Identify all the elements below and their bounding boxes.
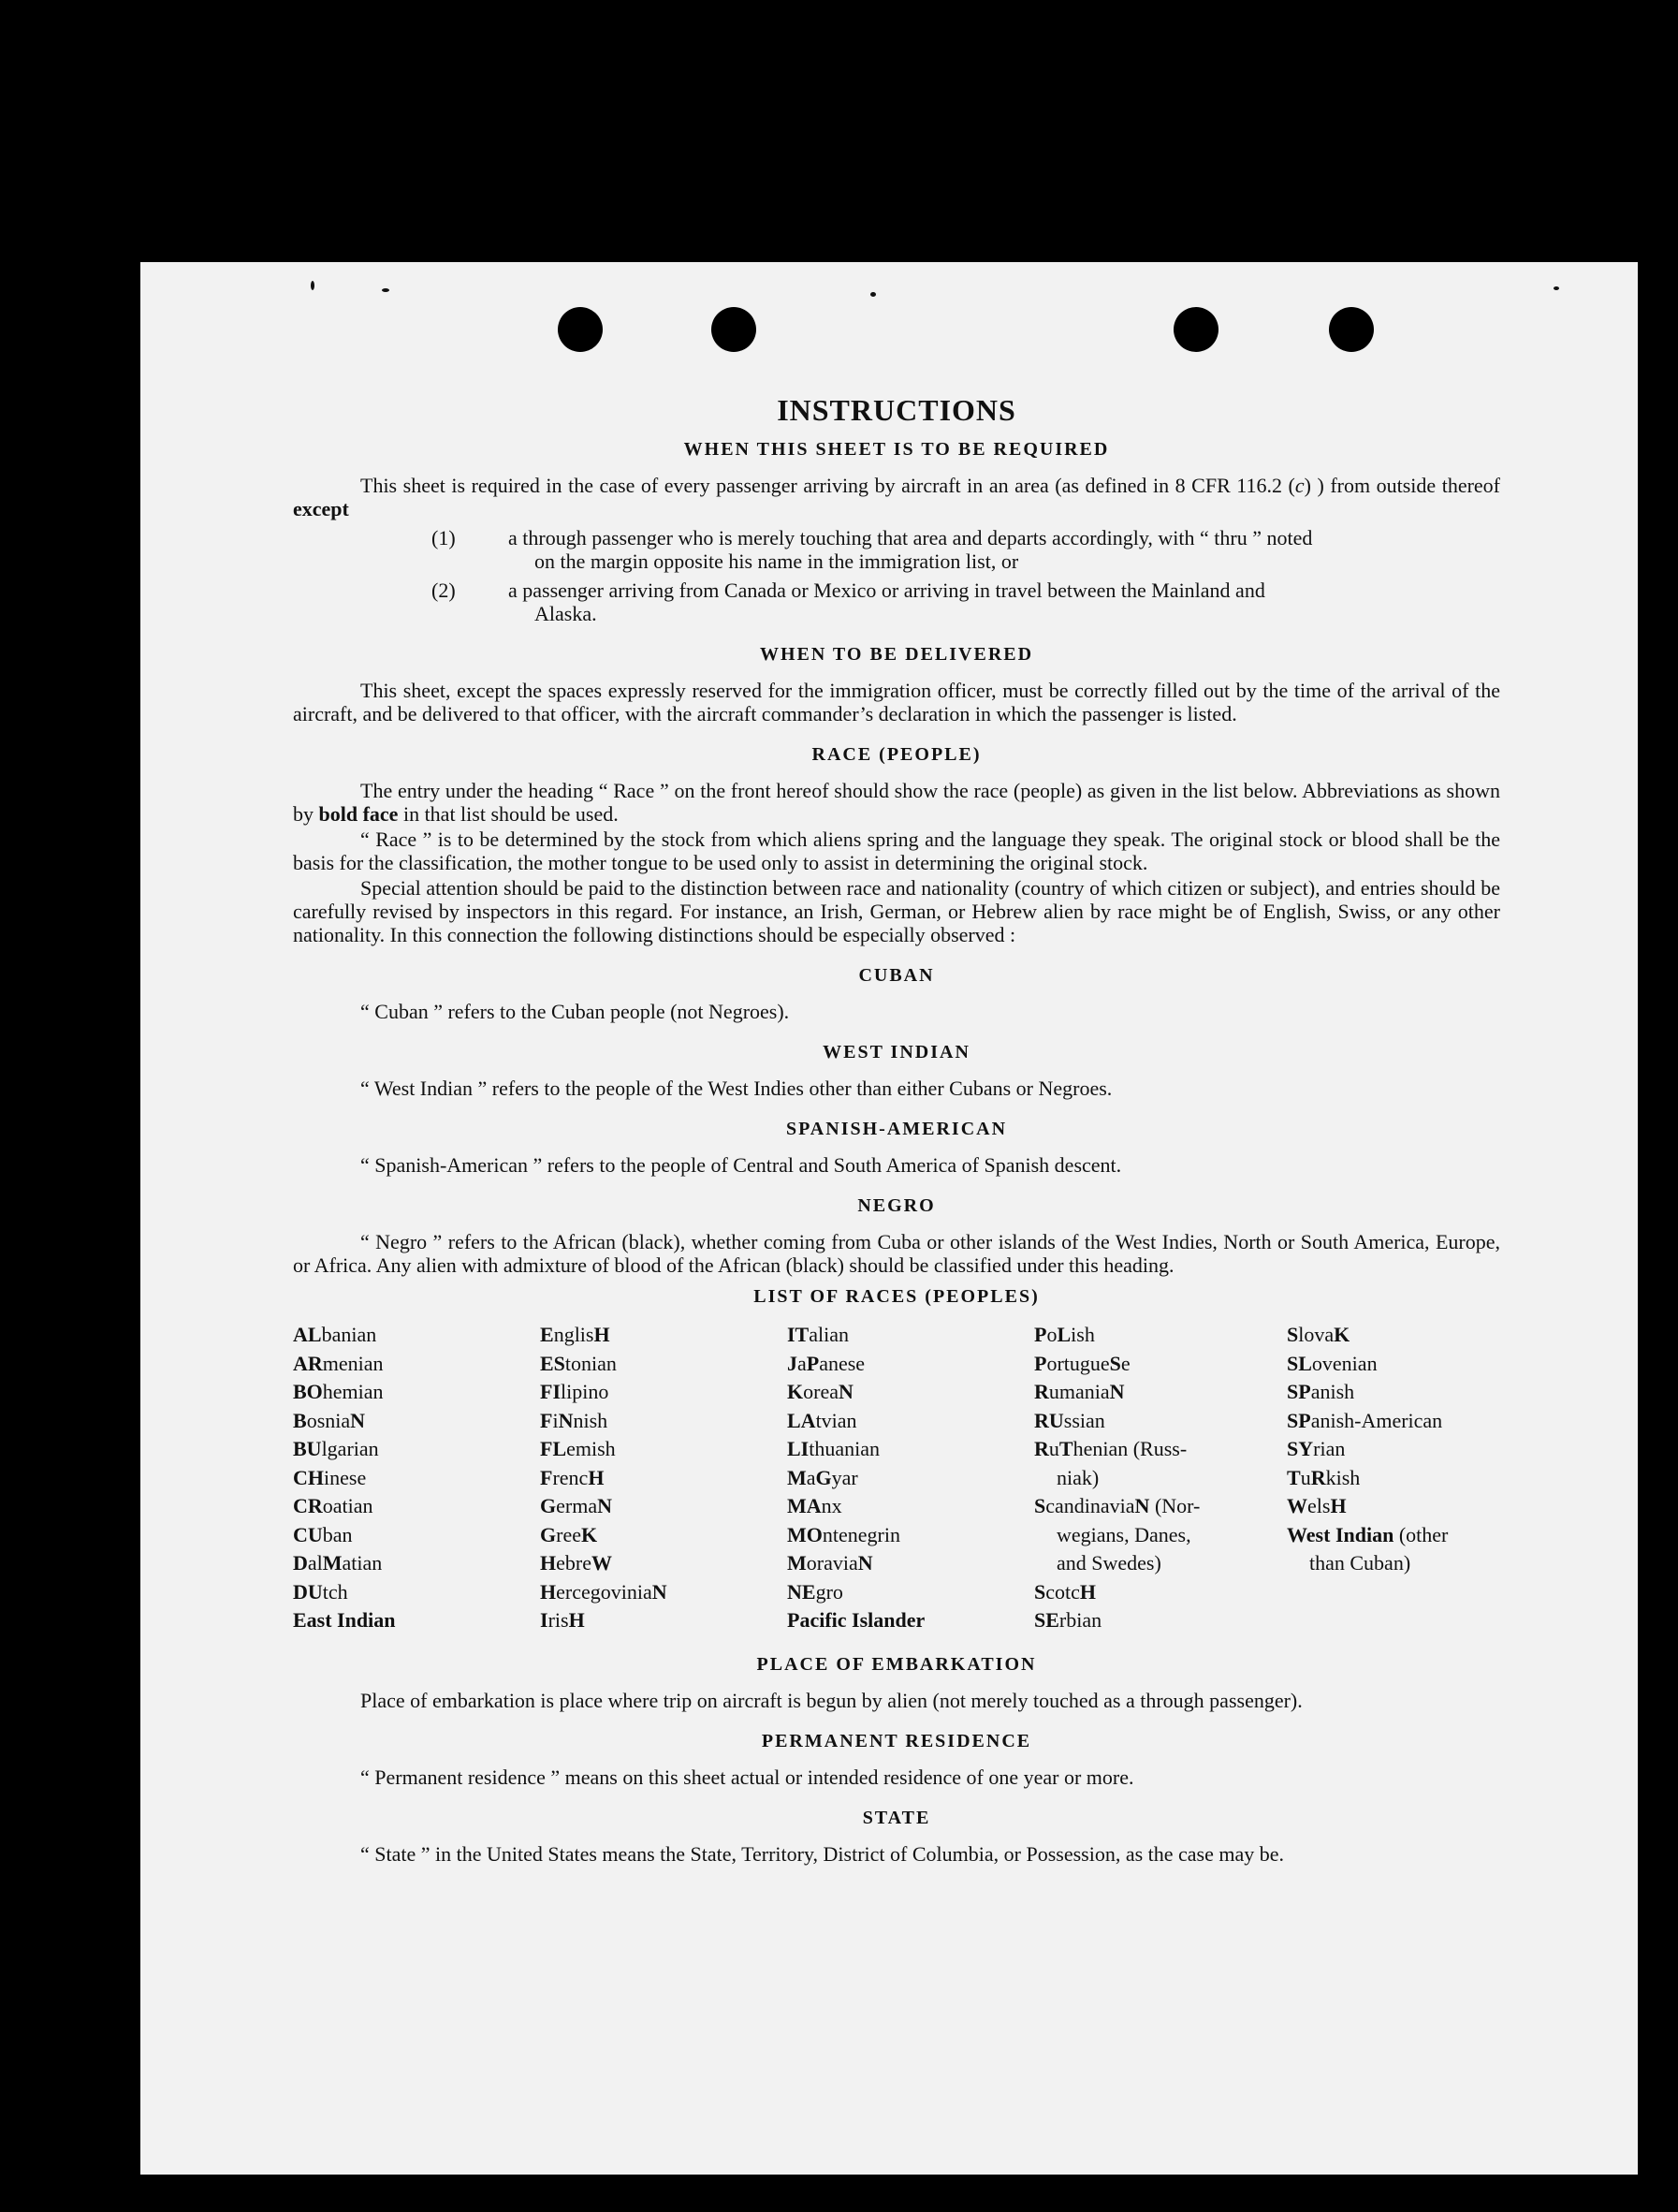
race-entry: MoraviaN (787, 1551, 873, 1575)
race-entry: SlovaK (1287, 1323, 1350, 1346)
embarkation-text: Place of embarkation is place where trip on aircraft is begun by alien (not merely touched as a through passenger). (360, 1688, 1303, 1712)
race-entry: RUssian (1034, 1408, 1105, 1432)
race-entry: MAnx (787, 1494, 842, 1517)
race-entry: CUban (293, 1522, 353, 1546)
race-entry: SPanish-American (1287, 1408, 1443, 1432)
race-entry: EStonian (540, 1351, 617, 1375)
section-heading-list-of-races: LIST OF RACES (PEOPLES) (753, 1286, 1040, 1307)
section-heading-state: STATE (862, 1807, 931, 1828)
exception-item-1 (293, 526, 1500, 573)
races-column (540, 1321, 787, 1635)
race-entry: wegians, Danes, (1057, 1522, 1191, 1546)
state-text: “ State ” in the United States means the State, Territory, District of Columbia, or Possession, as the case may be. (360, 1841, 1285, 1866)
item-number: (1) (431, 526, 456, 549)
document-page (140, 262, 1638, 2175)
race-entry: GreeK (540, 1522, 598, 1546)
race-entry: ScotcH (1034, 1579, 1097, 1604)
race-entry: MaGyar (787, 1465, 858, 1489)
race-entry: NEgro (787, 1579, 843, 1604)
section-heading-when-required: WHEN THIS SHEET IS TO BE REQUIRED (683, 439, 1110, 460)
race-entry: CHinese (293, 1465, 367, 1489)
race-entry: DUtch (293, 1579, 348, 1604)
item-text-cont: Alaska. (534, 602, 597, 625)
races-table (293, 1321, 1500, 1635)
item-number: (2) (431, 579, 456, 602)
race-entry: FiNnish (540, 1408, 608, 1432)
race-entry: BUlgarian (293, 1437, 379, 1460)
races-column (1287, 1321, 1511, 1635)
race-entry: Pacific Islander (787, 1608, 926, 1632)
race-entry: SYrian (1287, 1437, 1346, 1460)
speck (870, 292, 876, 297)
race-entry: than Cuban) (1309, 1551, 1411, 1575)
cuban-text: “ Cuban ” refers to the Cuban people (not Negroes). (360, 1000, 790, 1023)
punch-hole (1329, 307, 1374, 352)
race-entry: East Indian (293, 1608, 396, 1632)
punch-hole (1174, 307, 1218, 352)
race-entry: CRoatian (293, 1494, 373, 1517)
instructions-content (293, 393, 1500, 1868)
item-text: a through passenger who is merely touching that area and departs accordingly, with “ thru ” noted (508, 526, 1313, 549)
races-column (787, 1321, 1034, 1635)
race-entry: BosniaN (293, 1408, 366, 1432)
races-column (1034, 1321, 1287, 1635)
spanish-american-text: “ Spanish-American ” refers to the people of Central and South America of Spanish descent. (360, 1153, 1122, 1177)
race-entry: WelsH (1287, 1494, 1347, 1517)
section-heading-race: RACE (PEOPLE) (811, 744, 982, 765)
race-entry: SLovenian (1287, 1351, 1378, 1375)
race-paragraph-2: “ Race ” is to be determined by the stock from which aliens spring and the language they speak. The original stock or blood shall be the basis for the classification, the mother tongue to be used only to assist in determining the original stock. (293, 828, 1500, 874)
west-indian-text: “ West Indian ” refers to the people of the West Indies other than either Cubans or Negroes. (360, 1077, 1113, 1100)
section-heading-spanish-american: SPANISH-AMERICAN (785, 1119, 1008, 1139)
race-entry: ARmenian (293, 1351, 384, 1375)
race-entry: EnglisH (540, 1323, 610, 1346)
when-required-intro: This sheet is required in the case of every passenger arriving by aircraft in an area (as defined in 8 CFR 116.2 (c) ) from outside thereof except (293, 474, 1501, 520)
race-paragraph-1: The entry under the heading “ Race ” on the front hereof should show the race (people) as given in the list below. Abbreviations as shown by bold face in that list should be used. (293, 779, 1500, 826)
section-heading-cuban: CUBAN (858, 965, 935, 986)
speck (382, 288, 389, 292)
race-entry: and Swedes) (1057, 1551, 1161, 1575)
section-heading-negro: NEGRO (857, 1195, 936, 1216)
race-entry: JaPanese (787, 1351, 866, 1375)
race-entry: MOntenegrin (787, 1522, 900, 1546)
race-paragraph-3: Special attention should be paid to the distinction between race and nationality (country of which citizen or subject), and entries should be carefully revised by inspectors in this regard. For instance, an Irish, German, or Hebrew alien by race might be of English, Swiss, or any other nationality. In this connection the following distinctions should be especially observed : (293, 876, 1500, 946)
race-entry: HercegoviniaN (540, 1579, 667, 1604)
item-text-cont: on the margin opposite his name in the immigration list, or (534, 549, 1019, 573)
race-entry: DalMatian (293, 1551, 383, 1575)
speck (311, 281, 314, 290)
race-entry: RumaniaN (1034, 1380, 1125, 1403)
race-entry: HebreW (540, 1551, 612, 1575)
race-entry: SErbian (1034, 1608, 1102, 1632)
race-entry: FIlipino (540, 1380, 609, 1403)
race-entry: RuThenian (Russ- (1034, 1437, 1188, 1460)
race-entry: BOhemian (293, 1380, 384, 1403)
negro-text: “ Negro ” refers to the African (black), whether coming from Cuba or other islands of the West Indies, North or South America, Europe, or Africa. Any alien with admixture of blood of the African (black) should be classified under this heading. (293, 1230, 1500, 1277)
section-heading-when-delivered: WHEN TO BE DELIVERED (759, 644, 1034, 665)
race-entry: FLemish (540, 1437, 616, 1460)
race-entry: FrencH (540, 1465, 605, 1489)
punch-hole (558, 307, 603, 352)
race-entry: ITalian (787, 1323, 850, 1346)
race-entry: IrisH (540, 1608, 585, 1632)
race-entry: ScandinaviaN (Nor- (1034, 1494, 1201, 1517)
speck (1554, 286, 1559, 290)
race-entry: West Indian (other (1287, 1522, 1449, 1546)
section-heading-embarkation: PLACE OF EMBARKATION (756, 1653, 1037, 1675)
races-column (293, 1321, 540, 1635)
race-entry: ALbanian (293, 1323, 377, 1346)
when-delivered-text: This sheet, except the spaces expressly reserved for the immigration officer, must be correctly filled out by the time of the arrival of the aircraft, and be delivered to that officer, with the aircraft commander’s declaration in which the passenger is listed. (293, 679, 1500, 725)
race-entry: niak) (1057, 1465, 1100, 1489)
residence-text: “ Permanent residence ” means on this sheet actual or intended residence of one year or more. (360, 1765, 1134, 1789)
punch-hole (711, 307, 756, 352)
page-title: INSTRUCTIONS (777, 393, 1016, 427)
race-entry: TuRkish (1287, 1465, 1361, 1489)
race-entry: PoLish (1034, 1323, 1095, 1346)
race-entry: PortugueSe (1034, 1351, 1131, 1375)
race-entry: LIthuanian (787, 1437, 881, 1460)
section-heading-residence: PERMANENT RESIDENCE (761, 1730, 1032, 1751)
race-entry: GermaN (540, 1494, 612, 1517)
race-entry: LAtvian (787, 1408, 857, 1432)
exception-item-2 (293, 579, 1500, 625)
race-entry: KoreaN (787, 1380, 854, 1403)
section-heading-west-indian: WEST INDIAN (823, 1042, 970, 1062)
race-entry: SPanish (1287, 1380, 1355, 1403)
item-text: a passenger arriving from Canada or Mexico or arriving in travel between the Mainland and (508, 579, 1265, 602)
